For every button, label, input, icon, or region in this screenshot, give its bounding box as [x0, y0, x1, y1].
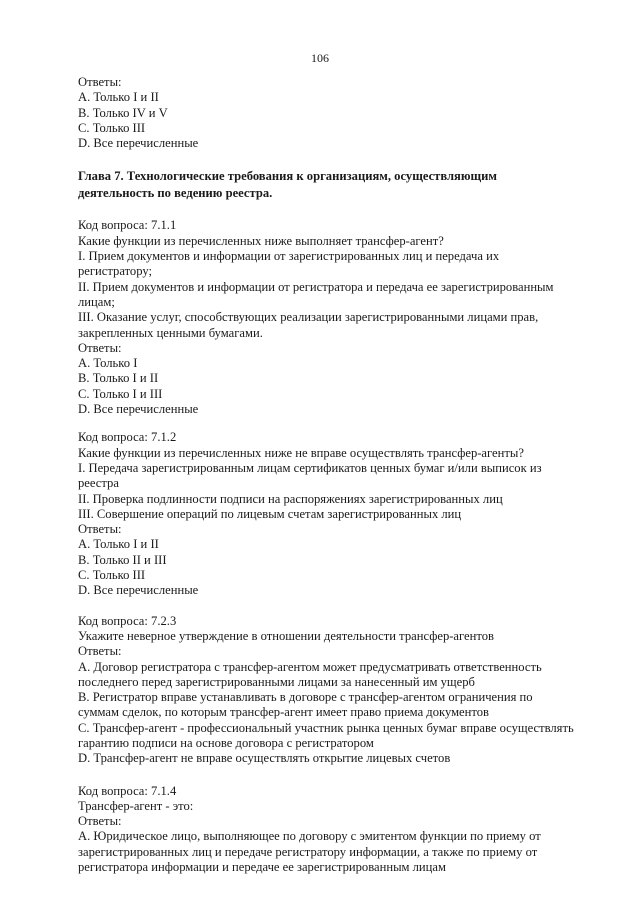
answers-label: Ответы:: [78, 644, 122, 659]
question-text-line: Какие функции из перечисленных ниже выполняет трансфер-агент?: [78, 233, 444, 248]
question-text-line: I. Передача зарегистрированным лицам сертификатов ценных бумаг и/или выписок из: [78, 460, 542, 475]
chapter-title-line: Глава 7. Технологические требования к организациям, осуществляющим: [78, 169, 497, 184]
answer-option-c: C. Только III: [78, 120, 146, 135]
answers-label: Ответы:: [78, 814, 122, 829]
answer-option-c: C. Трансфер-агент - профессиональный участник рынка ценных бумаг вправе осуществлять: [78, 720, 574, 735]
answer-option-a-cont: последнего перед зарегистрированными лицами за нанесенный им ущерб: [78, 674, 475, 689]
question-code: Код вопроса: 7.1.2: [78, 430, 177, 445]
question-code: Код вопроса: 7.1.4: [78, 783, 177, 798]
answers-label: Ответы:: [78, 75, 122, 89]
question-text-line: лицам;: [78, 294, 115, 309]
answer-option-d: D. Трансфер-агент не вправе осуществлять открытие лицевых счетов: [78, 751, 451, 766]
question-text-line: II. Прием документов и информации от регистратора и передача ее зарегистрированным: [78, 279, 554, 294]
answer-option-a: A. Юридическое лицо, выполняющее по договору с эмитентом функции по приему от: [78, 829, 541, 844]
answer-option-d: D. Все перечисленные: [78, 402, 199, 417]
answer-option-a: A. Только I и II: [78, 90, 159, 105]
answer-option-a-cont: регистратора информации и передаче ее зарегистрированным лицам: [78, 860, 446, 875]
question-7-1-1: [78, 218, 578, 417]
answer-option-b-cont: суммам сделок, по которым трансфер-агент имеет право приема документов: [78, 705, 489, 720]
question-text-line: регистратору;: [78, 264, 152, 279]
answer-option-a-cont: зарегистрированных лиц и передаче регистратору информации, а также по приему от: [78, 844, 538, 859]
answer-option-d: D. Все перечисленные: [78, 583, 199, 598]
question-text-line: Какие функции из перечисленных ниже не вправе осуществлять трансфер-агенты?: [78, 445, 524, 460]
chapter-heading: [78, 168, 578, 201]
page-number: 106: [311, 51, 329, 65]
answers-label: Ответы:: [78, 522, 122, 537]
answer-block: [78, 75, 578, 151]
question-text-line: Укажите неверное утверждение в отношении деятельности трансфер-агентов: [78, 628, 494, 643]
question-text-line: III. Совершение операций по лицевым счетам зарегистрированных лиц: [78, 506, 462, 521]
question-text-line: закрепленных ценными бумагами.: [78, 325, 263, 340]
question-text-line: II. Проверка подлинности подписи на распоряжениях зарегистрированных лиц: [78, 491, 503, 506]
answers-label: Ответы:: [78, 340, 122, 355]
answer-option-a: A. Только I: [78, 356, 138, 371]
answer-option-b: B. Только II и III: [78, 552, 167, 567]
question-7-1-4: [78, 784, 578, 876]
question-text-line: I. Прием документов и информации от зарегистрированных лиц и передача их: [78, 249, 500, 264]
answer-option-a: A. Только I и II: [78, 537, 159, 552]
question-text-line: реестра: [78, 476, 119, 491]
question-text-line: Трансфер-агент - это:: [78, 798, 194, 813]
chapter-title-line: деятельность по ведению реестра.: [78, 185, 273, 200]
question-text-line: III. Оказание услуг, способствующих реализации зарегистрированными лицами прав,: [78, 310, 539, 325]
page-content: [78, 75, 578, 875]
answer-option-b: B. Регистратор вправе устанавливать в договоре с трансфер-агентом ограничения по: [78, 690, 533, 705]
answer-option-b: B. Только IV и V: [78, 105, 168, 120]
question-7-1-2: [78, 430, 578, 598]
answer-option-c-cont: гарантию подписи на основе договора с регистратором: [78, 735, 374, 750]
question-code: Код вопроса: 7.1.1: [78, 218, 177, 233]
answer-option-a: A. Договор регистратора с трансфер-агентом может предусматривать ответственность: [78, 659, 542, 674]
answer-option-c: C. Только I и III: [78, 386, 163, 401]
answer-option-b: B. Только I и II: [78, 371, 159, 386]
answer-option-d: D. Все перечисленные: [78, 136, 199, 151]
answer-option-c: C. Только III: [78, 568, 146, 583]
question-7-2-3: [78, 614, 578, 767]
question-code: Код вопроса: 7.2.3: [78, 613, 177, 628]
